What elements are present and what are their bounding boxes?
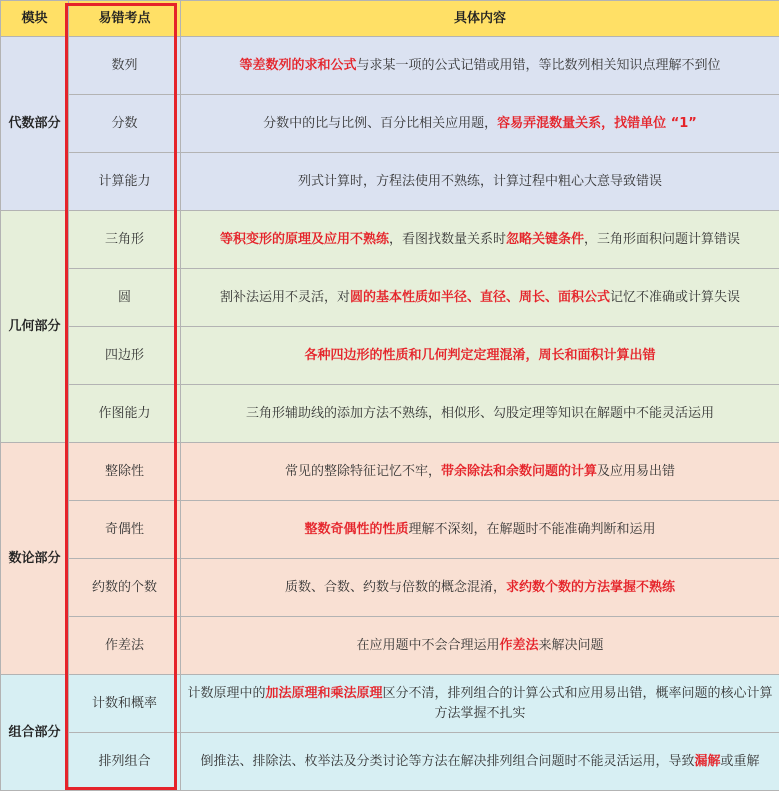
point-cell: 圆 [69,269,181,327]
table-row [1,95,779,153]
module-cell: 几何部分 [1,211,69,443]
point-cell: 数列 [69,37,181,95]
content-cell [181,385,779,443]
point-cell: 作差法 [69,617,181,675]
content-text: 计数原理中的 [187,685,266,701]
point-cell: 三角形 [69,211,181,269]
highlighted-text: 等积变形的原理及应用不熟练 [219,231,389,247]
content-text: 列式计算时，方程法使用不熟练，计算过程中粗心大意导致错误 [297,173,662,189]
content-text: 及应用易出错 [597,463,676,479]
table-row [1,733,779,791]
content-text: 割补法运用不灵活，对 [219,289,350,305]
table-row [1,559,779,617]
content-cell [181,269,779,327]
table-row [1,675,779,733]
module-cell: 组合部分 [1,675,69,791]
table-row [1,153,779,211]
content-cell [181,153,779,211]
highlighted-text: 各种四边形的性质和几何判定定理混淆，周长和面积计算出错 [304,347,656,363]
content-text: 常见的整除特征记忆不牢， [284,463,441,479]
point-cell: 计数和概率 [69,675,181,733]
table-row [1,269,779,327]
content-text: 倒推法、排除法、枚举法及分类讨论等方法在解决排列组合问题时不能灵活运用，导致 [200,753,695,769]
highlighted-text: 容易弄混数量关系，找错单位 “1” [497,115,697,131]
content-cell [181,675,779,733]
content-text: 分数中的比与比例、百分比相关应用题， [263,115,498,131]
content-text: ，看图找数量关系时 [388,231,506,247]
table-row [1,211,779,269]
point-cell: 奇偶性 [69,501,181,559]
highlighted-text: 忽略关键条件 [506,231,585,247]
content-cell [181,211,779,269]
content-cell [181,95,779,153]
header-content: 具体内容 [181,1,779,37]
content-text: 记忆不准确或计算失误 [610,289,741,305]
content-text: ，三角形面积问题计算错误 [584,231,741,247]
table-row [1,385,779,443]
content-cell [181,327,779,385]
table-row [1,37,779,95]
table-row [1,327,779,385]
module-cell: 代数部分 [1,37,69,211]
content-cell [181,37,779,95]
point-cell: 整除性 [69,443,181,501]
content-text: 三角形辅助线的添加方法不熟练，相似形、勾股定理等知识在解题中不能灵活运用 [245,405,714,421]
table-row [1,617,779,675]
module-cell: 数论部分 [1,443,69,675]
highlighted-text: 整数奇偶性的性质 [304,521,409,537]
content-text: 质数、合数、约数与倍数的概念混淆， [284,579,506,595]
highlighted-text: 作差法 [499,637,539,653]
point-cell: 分数 [69,95,181,153]
content-cell [181,733,779,791]
content-cell [181,617,779,675]
content-cell [181,501,779,559]
point-cell: 计算能力 [69,153,181,211]
table-body [1,37,779,791]
point-cell: 作图能力 [69,385,181,443]
content-cell [181,559,779,617]
header-row [1,1,779,37]
highlighted-text: 漏解 [694,753,721,769]
highlighted-text: 带余除法和余数问题的计算 [440,463,597,479]
highlighted-text: 等差数列的求和公式 [239,57,357,73]
content-text: 理解不深刻，在解题时不能准确判断和运用 [408,521,656,537]
header-module: 模块 [1,1,69,37]
highlighted-text: 加法原理和乘法原理 [265,685,383,701]
content-text: 区分不清，排列组合的计算公式和应用易出错，概率问题的核心计算方法掌握不扎实 [382,685,773,721]
point-cell: 四边形 [69,327,181,385]
point-cell: 约数的个数 [69,559,181,617]
table-row [1,443,779,501]
content-cell [181,443,779,501]
table-row [1,501,779,559]
content-text: 与求某一项的公式记错或用错，等比数列相关知识点理解不到位 [356,57,721,73]
point-cell: 排列组合 [69,733,181,791]
content-text: 在应用题中不会合理运用 [356,637,500,653]
highlighted-text: 圆的基本性质如半径、直径、周长、面积公式 [349,289,610,305]
header-point: 易错考点 [69,1,181,37]
content-text: 来解决问题 [538,637,604,653]
highlighted-text: 求约数个数的方法掌握不熟练 [506,579,676,595]
content-text: 或重解 [720,753,760,769]
